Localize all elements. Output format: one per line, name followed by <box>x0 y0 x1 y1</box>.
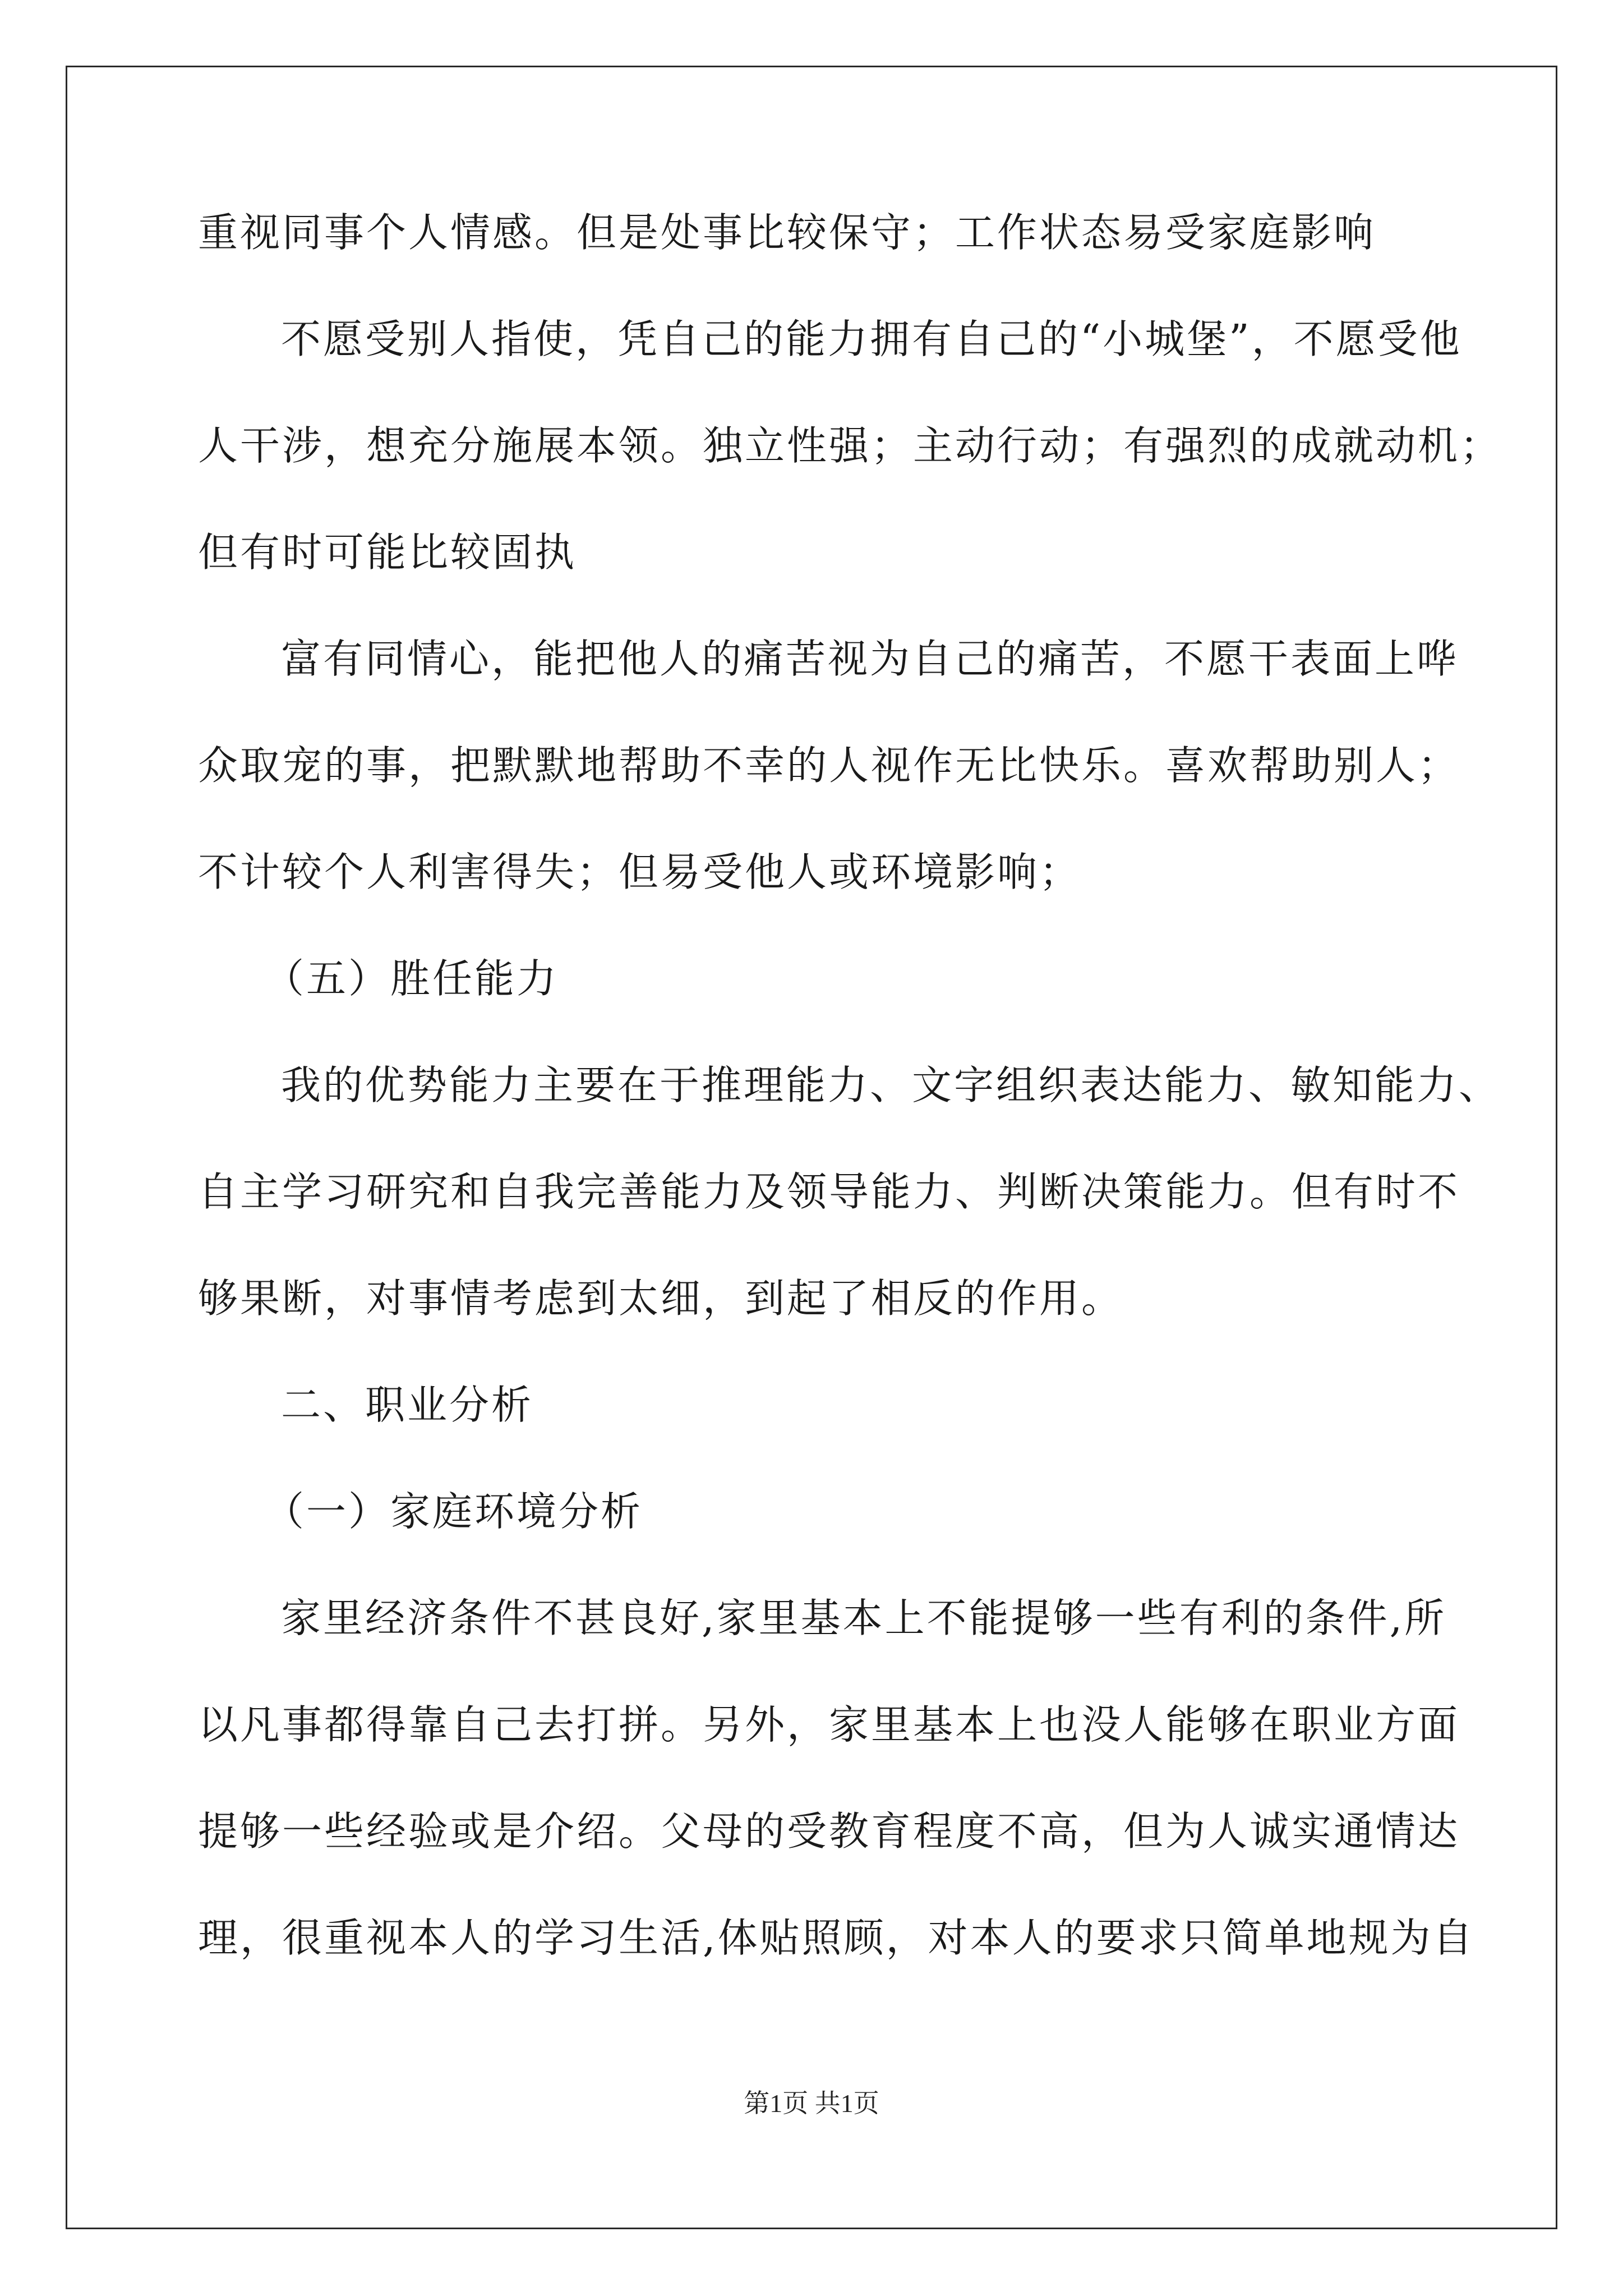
text-line: 众取宠的事，把默默地帮助不幸的人视作无比快乐。喜欢帮助别人； <box>198 742 1460 789</box>
section-heading: 二、职业分析 <box>281 1382 534 1428</box>
text-line: 理，很重视本人的学习生活,体贴照顾，对本人的要求只简单地规为自 <box>198 1915 1475 1961</box>
section-heading: （一）家庭环境分析 <box>264 1488 643 1535</box>
text-line: 富有同情心，能把他人的痛苦视为自己的痛苦，不愿干表面上哗 <box>281 636 1459 682</box>
text-line: 不计较个人利害得失；但易受他人或环境影响； <box>198 849 1082 895</box>
text-line: 够果断，对事情考虑到太细，到起了相反的作用。 <box>198 1275 1124 1322</box>
text-line: 人干涉，想充分施展本领。独立性强；主动行动；有强烈的成就动机； <box>198 422 1502 469</box>
text-line: 我的优势能力主要在于推理能力、文字组织表达能力、敏知能力、 <box>281 1062 1501 1108</box>
section-heading: （五）胜任能力 <box>264 955 559 1002</box>
text-line: 提够一些经验或是介绍。父母的受教育程度不高，但为人诚实通情达 <box>198 1808 1460 1855</box>
page-footer: 第1页 共1页 <box>744 2089 879 2118</box>
text-line: 不愿受别人指使，凭自己的能力拥有自己的“小城堡”，不愿受他 <box>281 316 1462 362</box>
text-line: 重视同事个人情感。但是处事比较保守；工作状态易受家庭影响 <box>198 209 1376 256</box>
page-border <box>66 66 1557 2229</box>
text-line: 但有时可能比较固执 <box>198 529 577 576</box>
text-line: 自主学习研究和自我完善能力及领导能力、判断决策能力。但有时不 <box>198 1168 1460 1215</box>
text-line: 家里经济条件不甚良好,家里基本上不能提够一些有利的条件,所 <box>281 1595 1447 1641</box>
text-line: 以凡事都得靠自己去打拼。另外，家里基本上也没人能够在职业方面 <box>198 1701 1460 1748</box>
